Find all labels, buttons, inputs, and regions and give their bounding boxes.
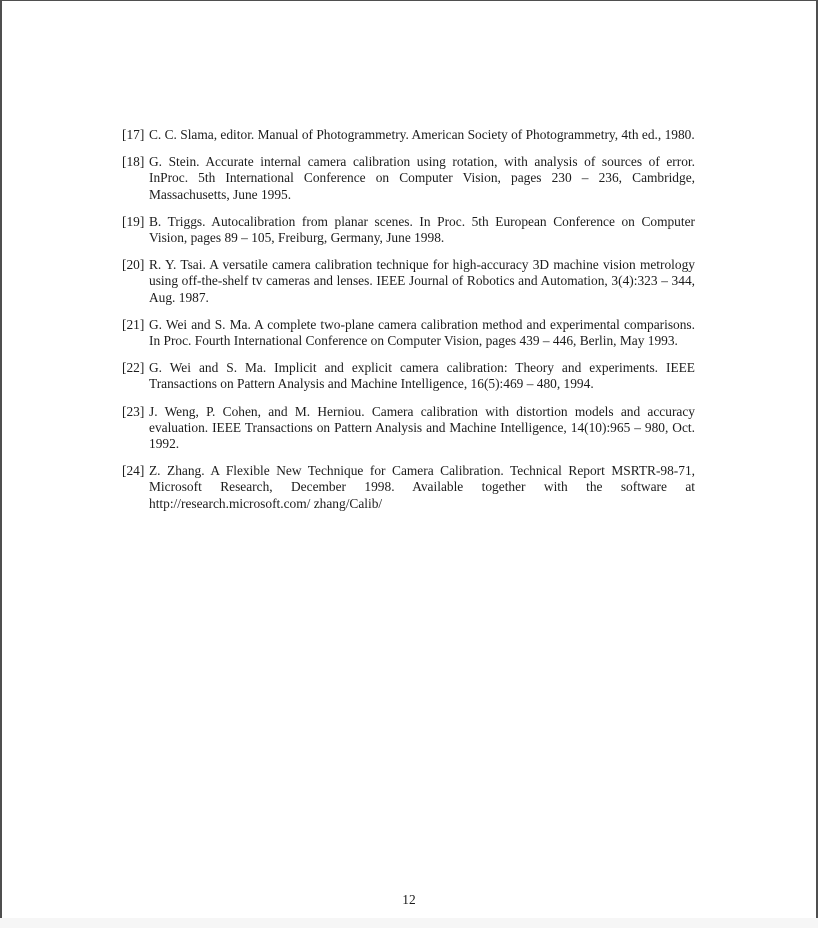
reference-label: [23] [122, 403, 145, 419]
reference-text: B. Triggs. Autocalibration from planar scenes. In Proc. 5th European Conference on Computer Vision, pages 89 – 105, Freiburg, Germany, June 1998. [149, 213, 695, 246]
reference-item [122, 404, 695, 453]
reference-item [122, 463, 695, 512]
reference-label: [20] [122, 257, 145, 273]
reference-label: [21] [122, 316, 145, 332]
reference-item [122, 317, 695, 349]
reference-text: G. Wei and S. Ma. A complete two-plane camera calibration method and experimental comparisons. In Proc. Fourth International Conference on Computer Vision, pages 439 – 446, Berlin, May 1993. [149, 316, 695, 349]
reference-text: J. Weng, P. Cohen, and M. Herniou. Camera calibration with distortion models and accuracy evaluation. IEEE Transactions on Pattern Analysis and Machine Intelligence, 14(10):965 – 980, Oct. 1992. [149, 403, 695, 452]
reference-label: [18] [122, 154, 145, 170]
reference-item [122, 127, 695, 143]
reference-text: G. Stein. Accurate internal camera calibration using rotation, with analysis of sources of error. InProc. 5th International Conference on Computer Vision, pages 230 – 236, Cambridge, Massachusetts, June 1995. [149, 154, 695, 202]
reference-text: R. Y. Tsai. A versatile camera calibration technique for high-accuracy 3D machine vision metrology using off-the-shelf tv cameras and lenses. IEEE Journal of Robotics and Automation, 3(4):323 – 344, Aug. 1987. [149, 257, 695, 305]
reference-label: [17] [122, 127, 145, 142]
reference-label: [22] [122, 360, 145, 376]
reference-item [122, 257, 695, 306]
reference-item [122, 360, 695, 392]
reference-item [122, 154, 695, 203]
reference-label: [19] [122, 213, 145, 229]
reference-text: C. C. Slama, editor. Manual of Photogrammetry. American Society of Photogrammetry, 4th ed., 1980. [149, 127, 695, 142]
page-number: 12 [402, 892, 416, 907]
references-list [122, 127, 695, 523]
reference-text: G. Wei and S. Ma. Implicit and explicit camera calibration: Theory and experiments. IEEE Transactions on Pattern Analysis and Machine Intelligence, 16(5):469 – 480, 1994. [149, 360, 695, 392]
reference-item [122, 214, 695, 246]
reference-text: Z. Zhang. A Flexible New Technique for Camera Calibration. Technical Report MSRTR-98-71, Microsoft Research, December 1998. Available together with the software at http://research.microsoft.com/ zhang/Calib/ [149, 463, 695, 511]
reference-label: [24] [122, 463, 145, 479]
